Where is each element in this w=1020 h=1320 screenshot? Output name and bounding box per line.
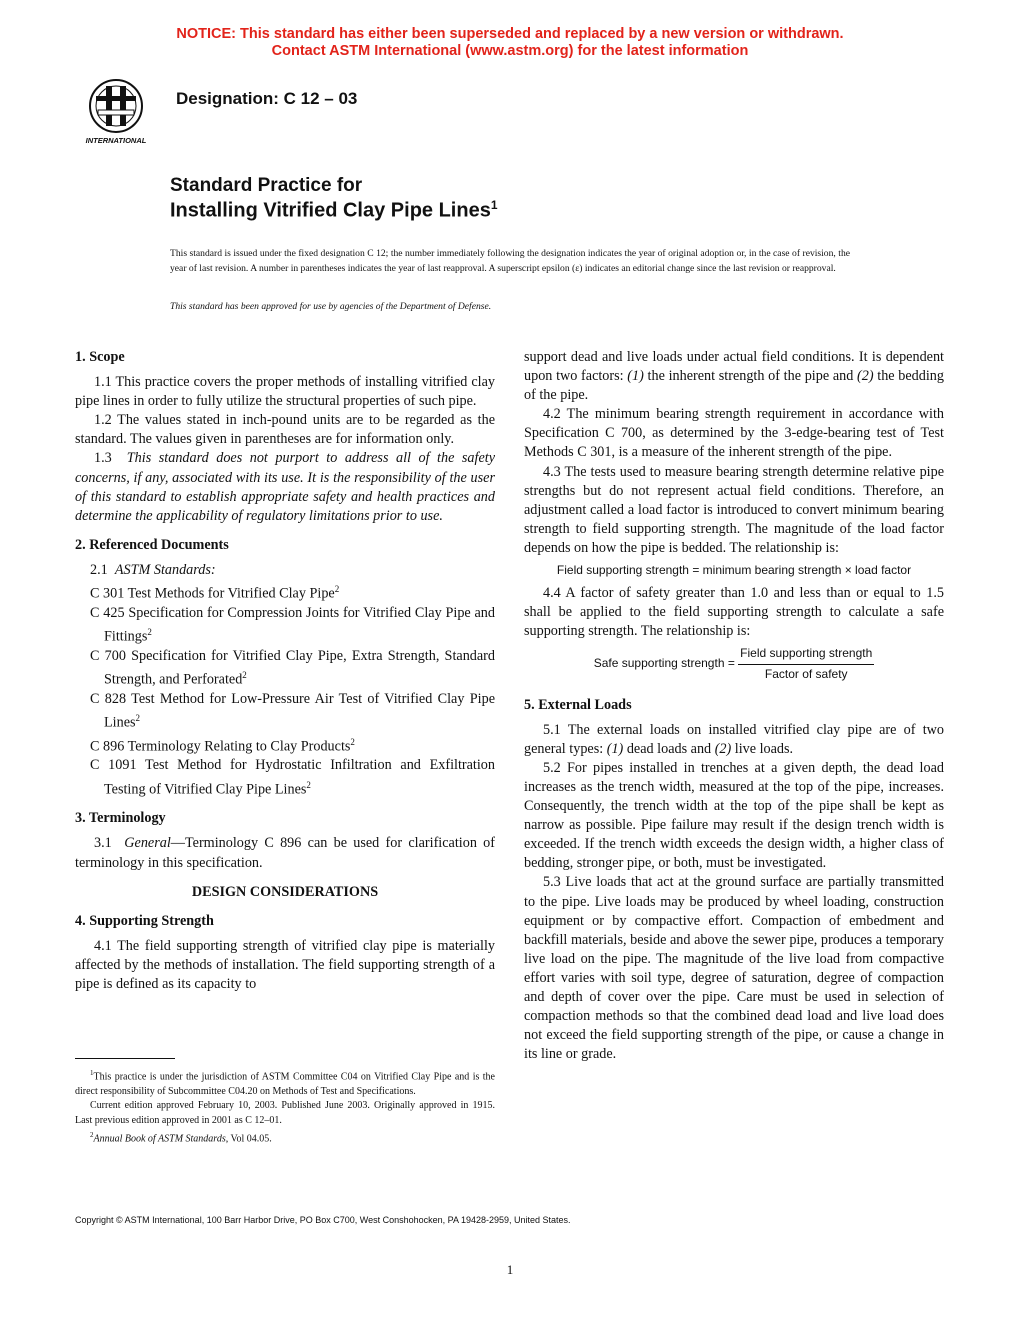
- issued-note: This standard is issued under the fixed designation C 12; the number immediately following the designation indicates the year of original adoption or, in the case of revision, the year of last revision. A number in parentheses indicates the year of last reapproval. A superscript epsilon (ε) indicates an editorial change since the last revision or reapproval.: [170, 248, 850, 274]
- footnote-1-edition: Current edition approved February 10, 2003. Published June 2003. Originally approved in 1915. Last previous edition approved in 2001 as C 12–01.: [75, 1100, 495, 1126]
- reference-item: C 1091 Test Method for Hydrostatic Infiltration and Exfiltration Testing of Vitrified Clay Pipe Lines$^2$: [90, 757, 495, 798]
- designation: Designation: C 12 – 03: [176, 89, 358, 108]
- reference-item: C 896 Terminology Relating to Clay Products$^2$: [90, 736, 355, 755]
- para-4-2: 4.2 The minimum bearing strength requirement in accordance with Specification C 700, as determined by the 3-edge-bearing test of Test Methods C 301, is a measure of the inherent strength of the pipe.: [524, 406, 944, 461]
- section-3-heading: 3. Terminology: [75, 810, 166, 827]
- section-1-heading: 1. Scope: [75, 349, 125, 365]
- title-footnote-mark: 1: [490, 198, 498, 212]
- reference-item: C 301 Test Methods for Vitrified Clay Pipe$^2$: [90, 584, 340, 602]
- para-1-2: 1.2 The values stated in inch-pound units are to be regarded as the standard. The values given in parentheses are for information only.: [75, 412, 495, 448]
- para-5-1: 5.1 The external loads on installed vitrified clay pipe are of two general types: (1) dead loads and (2) live loads.: [524, 721, 944, 757]
- para-1-1: 1.1 This practice covers the proper methods of installing vitrified clay pipe lines in order to fully utilize the structural properties of such pipe.: [75, 374, 495, 410]
- astm-logo-icon: [68, 76, 164, 146]
- section-4-heading: 4. Supporting Strength: [75, 912, 214, 929]
- footnote-divider: [75, 1058, 175, 1059]
- equation-field-supporting-strength: Field supporting strength = minimum bearing strength × load factor: [556, 563, 912, 578]
- para-4-1-continued: support dead and live loads under actual field conditions. It is dependent upon two factors: (1) the inherent strength of the pipe and (2) the bedding of the pipe.: [524, 349, 944, 404]
- section-5-heading: 5. External Loads: [524, 696, 632, 713]
- reference-item: C 828 Test Method for Low-Pressure Air Test of Vitrified Clay Pipe Lines$^2$: [90, 690, 495, 731]
- para-1-3-text: This standard does not purport to address all of the safety concerns, if any, associated with its use. It is the responsibility of the user of this standard to establish appropriate safety and health practices and determine the applicability of regulatory limitations prior to use.: [75, 450, 495, 524]
- logo-subtext: INTERNATIONAL: [85, 136, 147, 145]
- reference-item: C 700 Specification for Vitrified Clay Pipe, Extra Strength, Standard Strength, and Perforated$^2$: [90, 647, 495, 688]
- para-1-3: [75, 449, 495, 525]
- left-column: [75, 348, 495, 994]
- approved-note: This standard has been approved for use by agencies of the Department of Defense.: [170, 301, 492, 312]
- astm-logo: [68, 76, 164, 146]
- equation-lhs: Safe supporting strength =: [593, 656, 735, 671]
- para-4-4: 4.4 A factor of safety greater than 1.0 and less than or equal to 1.5 shall be applied to the field supporting strength to calculate a safe supporting strength. The relationship is:: [524, 585, 944, 640]
- section-2-heading: 2. Referenced Documents: [75, 536, 229, 553]
- title-text: Installing Vitrified Clay Pipe Lines: [170, 199, 491, 222]
- para-2-1-number: 2.1: [90, 561, 108, 578]
- equation-safe-supporting-strength: [524, 644, 944, 683]
- equation-denominator: Factor of safety: [764, 666, 848, 681]
- footnote-1: $^1$This practice is under the jurisdiction of ASTM Committee C04 on Vitrified Clay Pipe and is the direct responsibility of Subcommittee C04.20 on Methods of Test and Specifications.: [75, 1069, 495, 1097]
- para-3-1: 3.1 General—Terminology C 896 can be used for clarification of terminology in this specification.: [75, 835, 496, 871]
- right-column: [524, 348, 944, 1064]
- notice-line-2: Contact ASTM International (www.astm.org) for the latest information: [271, 43, 749, 59]
- reference-item: C 425 Specification for Compression Joints for Vitrified Clay Pipe and Fittings$^2$: [90, 604, 495, 645]
- para-1-3-number: 1.3: [94, 450, 112, 467]
- page-number: 1: [506, 1262, 514, 1277]
- title-line-1: Standard Practice for: [170, 175, 363, 196]
- copyright: Copyright © ASTM International, 100 Barr Harbor Drive, PO Box C700, West Conshohocken, PA 19428-2959, United States.: [75, 1215, 571, 1225]
- para-4-1: 4.1 The field supporting strength of vitrified clay pipe is materially affected by the methods of installation. The field supporting strength of a pipe is defined as its capacity to: [75, 937, 495, 993]
- design-considerations-heading: DESIGN CONSIDERATIONS: [191, 883, 379, 900]
- equation-numerator: Field supporting strength: [738, 644, 874, 664]
- para-2-1: [75, 561, 495, 580]
- para-4-3: 4.3 The tests used to measure bearing strength determine relative pipe strengths but do not represent actual field conditions. Therefore, an adjustment called a load factor is introduced to convert minimum bearing strength to field supporting strength. The magnitude of the load factor depends on how the pipe is bedded. The relationship is:: [524, 463, 944, 556]
- para-5-3: 5.3 Live loads that act at the ground surface are partially transmitted to the pipe. Live loads may be produced by wheel loading, construction equipment or by compactive effort. Compaction of embedment and backfill materials, beside and above the sewer pipe, produces a temporary live load on the pipe. The magnitude of the live load from compactive effort varies with soil type, degree of saturation, degree of compaction and depth of cover over the pipe. Care must be used in selection of compaction methods so that the combined dead load and live load does not exceed the field supporting strength of the pipe, or cause a change in its line or grade.: [524, 874, 944, 1063]
- title-line-2: [170, 198, 498, 223]
- footnote-2: $^2$Annual Book of ASTM Standards, Vol 04.05.: [90, 1131, 272, 1145]
- notice-line-1: NOTICE: This standard has either been superseded and replaced by a new version or withdrawn.: [176, 26, 844, 42]
- withdrawal-notice: [0, 26, 1020, 60]
- para-5-2: 5.2 For pipes installed in trenches at a given depth, the dead load increases as the trench width, measured at the top of the pipe, increases. Consequently, the trench width at the top of the pipe shall be kept as narrow as possible. Pipe failure may result if the design trench width is exceeded. If the trench width exceeds the design width, a higher class of bedding, stronger pipe, or both, must be investigated.: [524, 759, 944, 872]
- equation-fraction: [738, 644, 874, 683]
- para-2-1-text: ASTM Standards:: [114, 561, 216, 578]
- footnotes: [75, 1066, 495, 1147]
